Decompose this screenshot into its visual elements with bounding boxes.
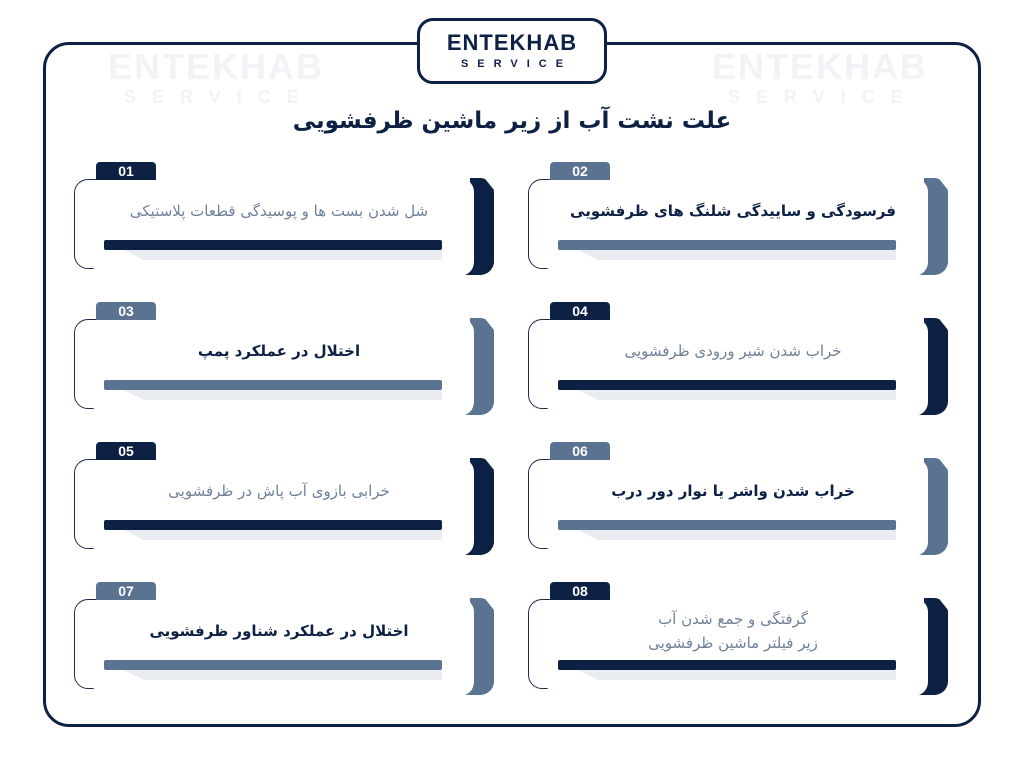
card-number-badge: 03	[96, 302, 156, 320]
cause-card-06	[528, 443, 948, 556]
card-text-line: شل شدن بست ها و پوسیدگی قطعات پلاستیکی	[129, 202, 429, 220]
watermark-brand: ENTEKHAB	[108, 46, 325, 87]
card-number-badge: 04	[550, 302, 610, 320]
card-shelf-shadow	[578, 250, 896, 260]
card-shelf	[104, 380, 442, 390]
card-text	[104, 462, 454, 520]
card-text-line: خرابی بازوی آب پاش در ظرفشویی	[168, 482, 390, 500]
card-shelf	[104, 520, 442, 530]
card-shelf-shadow	[124, 390, 442, 400]
card-shelf-shadow	[578, 670, 896, 680]
card-shelf-shadow	[578, 530, 896, 540]
card-text	[104, 602, 454, 660]
card-text-line: اختلال در عملکرد پمپ	[197, 342, 361, 360]
card-text-line: خراب شدن شیر ورودی ظرفشویی	[624, 342, 842, 360]
card-number-badge: 07	[96, 582, 156, 600]
card-text	[558, 602, 908, 660]
card-shelf-shadow	[124, 250, 442, 260]
card-text-line: زیر فیلتر ماشین ظرفشویی	[648, 634, 818, 652]
watermark-tagline: SERVICE	[124, 87, 315, 107]
card-number-badge: 02	[550, 162, 610, 180]
cause-card-05	[74, 443, 494, 556]
card-shelf-shadow	[578, 390, 896, 400]
card-shelf-shadow	[124, 530, 442, 540]
card-shelf	[104, 660, 442, 670]
watermark-tagline: SERVICE	[728, 87, 919, 107]
card-text-line: خراب شدن واشر یا نوار دور درب	[611, 482, 855, 500]
card-shelf	[558, 380, 896, 390]
watermark-top-right	[712, 46, 929, 108]
card-shelf	[558, 520, 896, 530]
card-text	[104, 322, 454, 380]
card-text	[558, 462, 908, 520]
brand-logo	[417, 18, 607, 84]
card-text	[558, 182, 908, 240]
card-shelf	[558, 660, 896, 670]
brand-tagline: SERVICE	[460, 58, 573, 70]
card-text-line: گرفتگی و جمع شدن آب	[658, 610, 808, 628]
cause-card-02	[528, 163, 948, 276]
watermark-brand: ENTEKHAB	[712, 46, 929, 87]
watermark-top-left	[108, 46, 325, 108]
cause-card-04	[528, 303, 948, 416]
cause-card-08	[528, 583, 948, 696]
cause-card-03	[74, 303, 494, 416]
cause-card-07	[74, 583, 494, 696]
card-text-line: اختلال در عملکرد شناور ظرفشویی	[149, 622, 409, 640]
card-shelf-shadow	[124, 670, 442, 680]
card-number-badge: 08	[550, 582, 610, 600]
card-text	[558, 322, 908, 380]
card-shelf	[104, 240, 442, 250]
card-number-badge: 01	[96, 162, 156, 180]
card-number-badge: 06	[550, 442, 610, 460]
brand-name: ENTEKHAB	[446, 30, 578, 55]
card-number-badge: 05	[96, 442, 156, 460]
cause-card-01	[74, 163, 494, 276]
card-text	[104, 182, 454, 240]
card-text-line: فرسودگی و ساییدگی شلنگ های ظرفشویی	[570, 202, 896, 220]
card-shelf	[558, 240, 896, 250]
page-title: علت نشت آب از زیر ماشین ظرفشویی	[292, 108, 732, 134]
